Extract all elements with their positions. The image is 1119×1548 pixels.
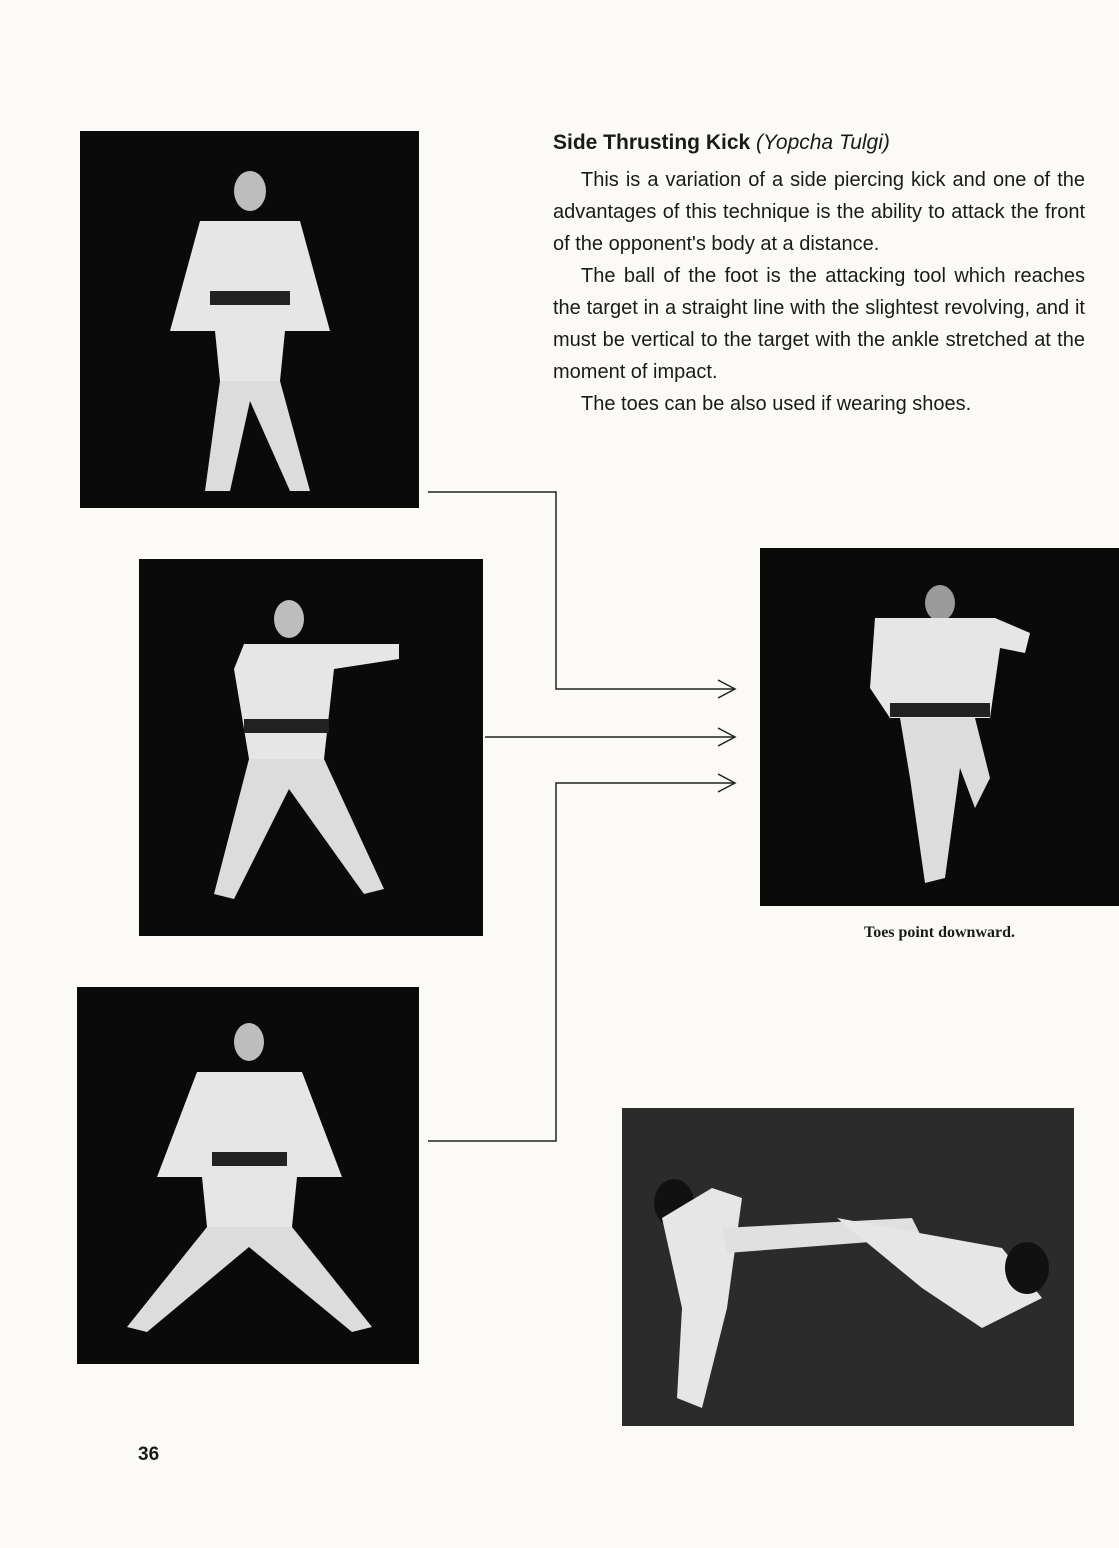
page-number: 36: [138, 1444, 160, 1465]
photo-caption: Toes point downward.: [863, 924, 1015, 941]
figure-illustration: [139, 559, 483, 936]
photo-guarding-stance: [139, 559, 483, 936]
paragraph-2: The ball of the foot is the attacking tool which reaches the target in a straight line with the slightest revolving, and it must be vertical to the target with the ankle stretched at the moment of impact.: [553, 265, 1085, 383]
section-text: [553, 128, 1085, 420]
paragraph-3: The toes can be also used if wearing shoes.: [581, 393, 972, 415]
section-title-korean: (Yopcha Tulgi): [756, 131, 890, 154]
photo-side-thrusting-kick-application: [622, 1108, 1074, 1426]
figure-illustration: [622, 1108, 1074, 1426]
figure-illustration: [77, 987, 419, 1364]
arrowhead-icon: [718, 680, 735, 698]
photo-side-thrusting-kick-back: [760, 548, 1119, 906]
section-title: Side Thrusting Kick: [553, 131, 751, 154]
section-heading: [553, 128, 1085, 158]
photo-ready-stance-front: [80, 131, 419, 508]
arrowhead-icon: [718, 774, 735, 792]
paragraph-1: This is a variation of a side piercing kick and one of the advantages of this technique is the ability to attack the front of the opponent's body at a distance.: [553, 169, 1085, 255]
figure-illustration: [80, 131, 419, 508]
arrowhead-icon: [718, 728, 735, 746]
figure-illustration: [760, 548, 1119, 906]
photo-sitting-stance-front: [77, 987, 419, 1364]
